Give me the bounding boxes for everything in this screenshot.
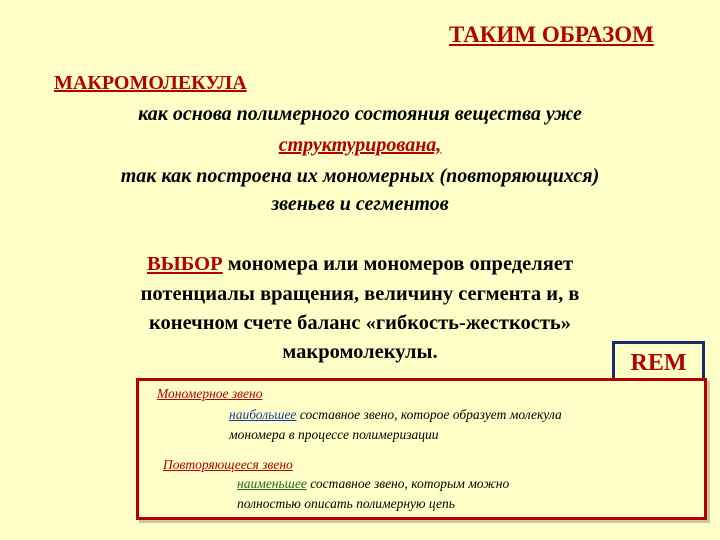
definitions-box: [136, 378, 707, 520]
definition-text-monomer-line-2: мономера в процессе полимеризации: [229, 427, 439, 442]
definition-text-monomer-line-1: [229, 407, 562, 423]
definition-text-repeating-line-2: полностью описать полимерную цепь: [237, 496, 455, 511]
macro-text-line-1: как основа полимерного состояния вещества уже: [138, 103, 582, 125]
definition-keyword-smallest: наименьшее: [237, 476, 307, 491]
definition-term-monomer-unit: Мономерное звено: [157, 386, 263, 401]
definition-term-repeating-unit: Повторяющееся звено: [163, 457, 293, 472]
choice-line-4: макромолекулы.: [282, 341, 438, 363]
definition-keyword-largest: наибольшее: [229, 407, 297, 422]
choice-line-3: конечном счете баланс «гибкость-жесткость»: [148, 312, 572, 334]
choice-keyword: ВЫБОР: [146, 253, 223, 275]
definition-text-repeating-rest: составное звено, которым можно: [306, 476, 510, 491]
macro-text-line-3: так как построена их мономерных (повторяющихся): [120, 165, 600, 187]
macro-text-line-2-highlight: структурирована,: [278, 134, 442, 156]
slide-title: ТАКИМ ОБРАЗОМ: [449, 22, 654, 47]
choice-line-1: [0, 253, 720, 276]
definition-text-repeating-line-1: [237, 476, 509, 492]
macro-text-line-4: звеньев и сегментов: [271, 193, 449, 215]
macromolecule-heading: МАКРОМОЛЕКУЛА: [54, 72, 247, 94]
definition-text-monomer-rest: составное звено, которое образует молекула: [296, 407, 562, 422]
choice-line-2: потенциалы вращения, величину сегмента и, в: [140, 283, 580, 305]
rem-button[interactable]: REM: [612, 341, 705, 386]
choice-line-1-text: мономера или мономеров определяет: [222, 253, 574, 275]
